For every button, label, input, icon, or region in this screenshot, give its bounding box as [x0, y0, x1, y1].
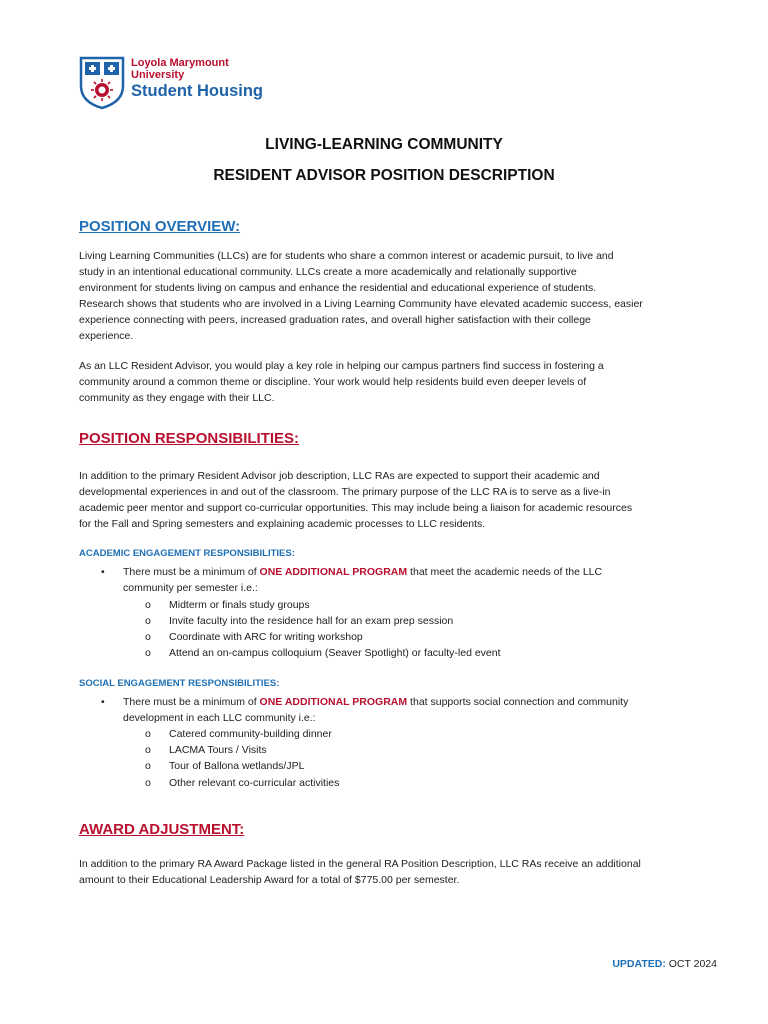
text-line: academic peer mentor and support co-curricular opportunities. This may include being a liaison for academic resources [79, 502, 633, 514]
document-title-line-1: LIVING-LEARNING COMMUNITY [265, 136, 503, 153]
text-line: amount to their Educational Leadership Award for a total of $775.00 per semester. [79, 874, 460, 886]
lmu-student-housing-logo [79, 56, 279, 110]
text-line: Research shows that students who are involved in a Living Learning Community have elevated academic success, easier [79, 298, 643, 310]
bullet-glyph: • [101, 696, 105, 708]
text-line: community as they engage with their LLC. [79, 392, 275, 404]
updated-label: UPDATED: [612, 958, 666, 970]
social-engagement-heading: SOCIAL ENGAGEMENT RESPONSIBILITIES: [79, 678, 280, 689]
list-item-text: Catered community-building dinner [169, 728, 332, 740]
updated-stamp [612, 958, 717, 970]
text-line: for the Fall and Spring semesters and explaining academic processes to LLC residents. [79, 518, 486, 530]
bullet-line-1 [123, 694, 683, 710]
sub-bullet-glyph: o [145, 631, 151, 643]
text-line: environment for students living on campus and enhance the residential and educational experience of students. [79, 282, 597, 294]
academic-engagement-heading: ACADEMIC ENGAGEMENT RESPONSIBILITIES: [79, 548, 295, 559]
logo-line-3: Student Housing [131, 82, 263, 100]
bullet-pre: There must be a minimum of [123, 696, 260, 708]
bullet-line-2: development in each LLC community i.e.: [123, 712, 316, 724]
text-line: experience. [79, 330, 134, 342]
award-adjustment-heading: AWARD ADJUSTMENT: [79, 821, 245, 838]
list-item-text: Tour of Ballona wetlands/JPL [169, 760, 305, 772]
bullet-post: that supports social connection and community [407, 696, 629, 708]
list-item-text: Attend an on-campus colloquium (Seaver Spotlight) or faculty-led event [169, 647, 501, 659]
list-item-text: Midterm or finals study groups [169, 599, 310, 611]
sub-bullet-glyph: o [145, 647, 151, 659]
sub-bullet-glyph: o [145, 777, 151, 789]
text-line: study in an intentional educational community. LLCs create a more academically and relationally supportive [79, 266, 577, 278]
text-line: As an LLC Resident Advisor, you would play a key role in helping our campus partners find success in fostering a [79, 360, 604, 372]
text-line: community around a common theme or discipline. Your work would help residents build even deeper levels of [79, 376, 587, 388]
bullet-text [123, 564, 683, 596]
sub-bullet-glyph: o [145, 728, 151, 740]
bullet-line-1 [123, 564, 683, 580]
sub-bullet-glyph: o [145, 744, 151, 756]
overview-paragraph-1 [79, 248, 691, 344]
position-responsibilities-heading: POSITION RESPONSIBILITIES: [79, 430, 300, 447]
text-line: experience connecting with peers, increased graduation rates, and overall higher satisfaction with their college [79, 314, 591, 326]
highlight-one-additional-program: ONE ADDITIONAL PROGRAM [259, 696, 408, 708]
sub-bullet-glyph: o [145, 599, 151, 611]
bullet-text [123, 694, 683, 726]
list-item-text: Invite faculty into the residence hall for an exam prep session [169, 615, 454, 627]
text-line: In addition to the primary RA Award Package listed in the general RA Position Description, LLC RAs receive an additional [79, 858, 641, 870]
list-item-text: LACMA Tours / Visits [169, 744, 267, 756]
logo-line-2: University [131, 69, 185, 81]
text-line: developmental experiences in and out of the classroom. The primary purpose of the LLC RA is to serve as a live-in [79, 486, 611, 498]
document-title-line-2: RESIDENT ADVISOR POSITION DESCRIPTION [213, 167, 555, 184]
list-item-text: Coordinate with ARC for writing workshop [169, 631, 363, 643]
text-line: In addition to the primary Resident Advisor job description, LLC RAs are expected to support their academic and [79, 470, 600, 482]
bullet-glyph: • [101, 566, 105, 578]
text-line: Living Learning Communities (LLCs) are for students who share a common interest or academic pursuit, to live and [79, 250, 614, 262]
position-overview-heading: POSITION OVERVIEW: [79, 218, 241, 235]
updated-value: OCT 2024 [665, 958, 717, 970]
responsibilities-intro [79, 468, 691, 532]
bullet-line-2: community per semester i.e.: [123, 582, 258, 594]
lmu-shield-icon [79, 56, 125, 110]
award-paragraph [79, 856, 691, 888]
highlight-one-additional-program: ONE ADDITIONAL PROGRAM [259, 566, 408, 578]
sub-bullet-glyph: o [145, 760, 151, 772]
bullet-pre: There must be a minimum of [123, 566, 260, 578]
list-item-text: Other relevant co-curricular activities [169, 777, 340, 789]
bullet-post: that meet the academic needs of the LLC [407, 566, 603, 578]
sub-bullet-glyph: o [145, 615, 151, 627]
logo-line-1: Loyola Marymount [131, 57, 229, 69]
overview-paragraph-2 [79, 358, 691, 406]
